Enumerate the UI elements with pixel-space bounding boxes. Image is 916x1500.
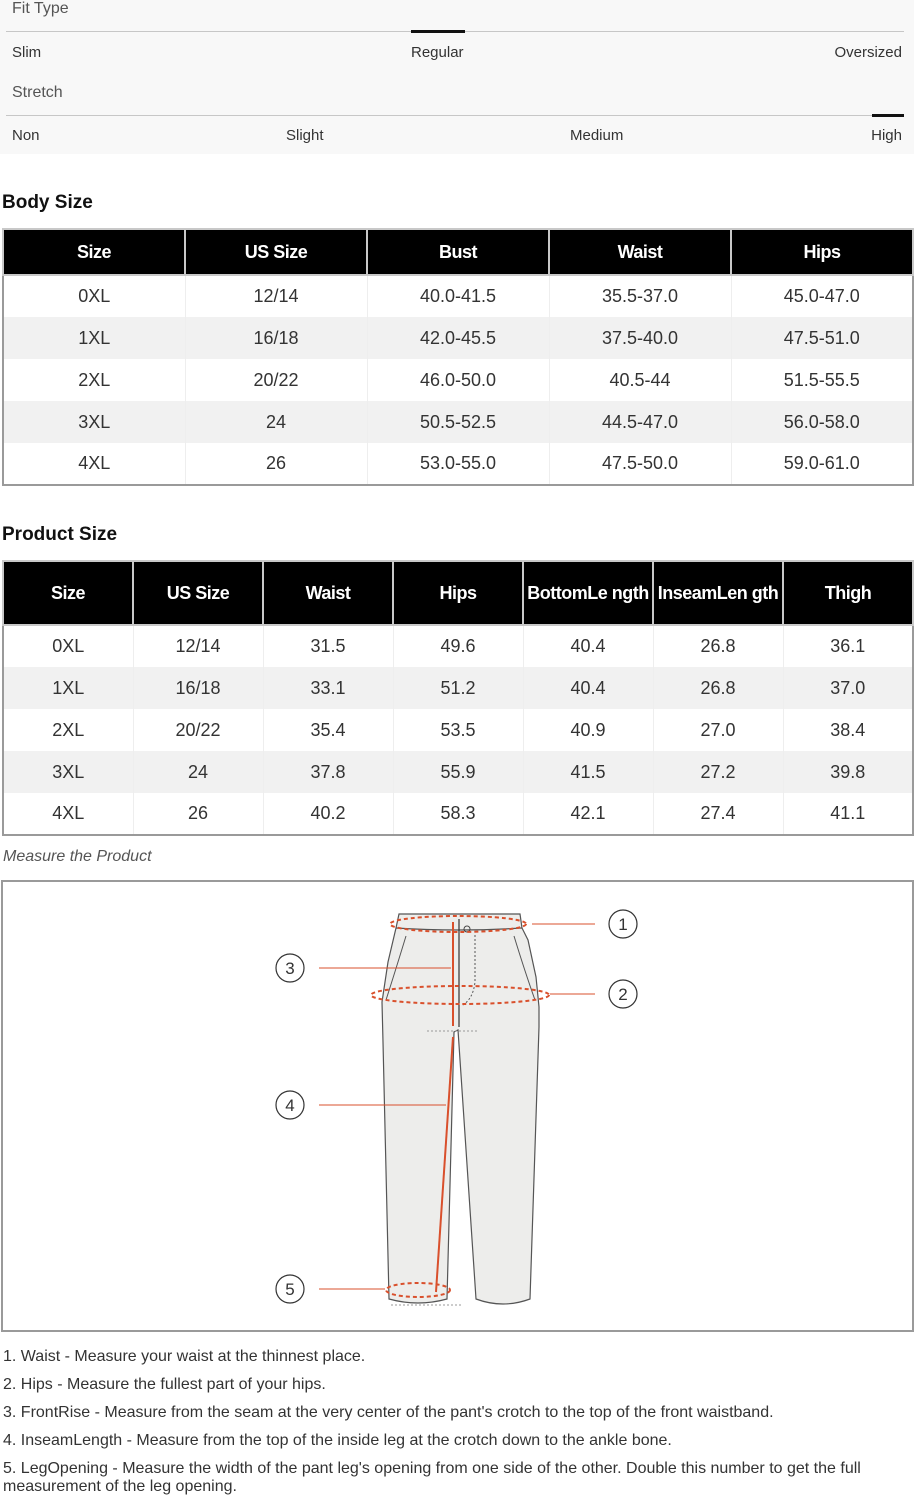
table-row <box>3 317 913 359</box>
column-header: Size <box>3 229 185 275</box>
column-header: Bust <box>367 229 549 275</box>
table-cell: 3XL <box>3 751 133 793</box>
fit-type-label: Fit Type <box>12 0 69 17</box>
column-header: InseamLen gth <box>653 561 783 625</box>
table-cell: 26.8 <box>653 625 783 667</box>
table-cell: 56.0-58.0 <box>731 401 913 443</box>
pants-outline <box>382 914 539 1304</box>
note-leg-opening: 5. LegOpening - Measure the width of the pant leg's opening from one side of the other. Double this number to get the full measurement of the leg opening. <box>3 1460 861 1495</box>
table-cell: 49.6 <box>393 625 523 667</box>
measure-diagram <box>1 880 914 1332</box>
stretch-track <box>6 115 904 116</box>
table-cell: 26 <box>133 793 263 835</box>
callout-2 <box>609 980 637 1008</box>
fit-option-regular: Regular <box>411 44 464 61</box>
product-size-title: Product Size <box>2 524 118 545</box>
svg-text:2: 2 <box>618 985 628 1004</box>
table-cell: 40.4 <box>523 667 653 709</box>
table-cell: 59.0-61.0 <box>731 443 913 485</box>
stretch-option-slight: Slight <box>286 127 324 144</box>
table-cell: 53.0-55.0 <box>367 443 549 485</box>
table-cell: 12/14 <box>133 625 263 667</box>
note-front-rise: 3. FrontRise - Measure from the seam at the very center of the pant's crotch to the top of the front waistband. <box>3 1404 774 1421</box>
column-header: US Size <box>133 561 263 625</box>
table-row <box>3 275 913 317</box>
table-cell: 20/22 <box>133 709 263 751</box>
table-cell: 55.9 <box>393 751 523 793</box>
table-cell: 16/18 <box>133 667 263 709</box>
stretch-option-high: High <box>871 127 902 144</box>
table-cell: 44.5-47.0 <box>549 401 731 443</box>
table-cell: 35.4 <box>263 709 393 751</box>
measure-notes <box>3 1348 903 1500</box>
note-inseam: 4. InseamLength - Measure from the top of the inside leg at the crotch down to the ankle bone. <box>3 1432 672 1449</box>
table-cell: 37.0 <box>783 667 913 709</box>
table-cell: 39.8 <box>783 751 913 793</box>
stretch-option-non: Non <box>12 127 40 144</box>
column-header: Hips <box>731 229 913 275</box>
table-row <box>3 443 913 485</box>
table-cell: 58.3 <box>393 793 523 835</box>
body-size-title: Body Size <box>2 192 93 213</box>
column-header: Size <box>3 561 133 625</box>
table-cell: 40.2 <box>263 793 393 835</box>
table-cell: 1XL <box>3 667 133 709</box>
callout-1 <box>609 910 637 938</box>
fit-type-marker <box>411 30 465 33</box>
table-cell: 26 <box>185 443 367 485</box>
table-cell: 47.5-50.0 <box>549 443 731 485</box>
table-row <box>3 359 913 401</box>
table-cell: 33.1 <box>263 667 393 709</box>
table-cell: 51.2 <box>393 667 523 709</box>
stretch-marker <box>872 114 904 117</box>
table-row <box>3 793 913 835</box>
table-cell: 27.4 <box>653 793 783 835</box>
fit-stretch-panel <box>0 0 914 154</box>
table-cell: 35.5-37.0 <box>549 275 731 317</box>
table-cell: 12/14 <box>185 275 367 317</box>
table-cell: 41.1 <box>783 793 913 835</box>
table-cell: 31.5 <box>263 625 393 667</box>
table-cell: 41.5 <box>523 751 653 793</box>
note-hips: 2. Hips - Measure the fullest part of your hips. <box>3 1376 326 1393</box>
table-cell: 37.8 <box>263 751 393 793</box>
table-cell: 1XL <box>3 317 185 359</box>
table-cell: 42.0-45.5 <box>367 317 549 359</box>
table-row <box>3 401 913 443</box>
table-cell: 2XL <box>3 359 185 401</box>
table-cell: 4XL <box>3 793 133 835</box>
callout-5 <box>276 1275 304 1303</box>
table-cell: 38.4 <box>783 709 913 751</box>
column-header: BottomLe ngth <box>523 561 653 625</box>
table-cell: 50.5-52.5 <box>367 401 549 443</box>
pants-illustration <box>3 882 914 1332</box>
table-cell: 37.5-40.0 <box>549 317 731 359</box>
table-cell: 0XL <box>3 625 133 667</box>
table-cell: 53.5 <box>393 709 523 751</box>
table-row <box>3 751 913 793</box>
table-cell: 27.0 <box>653 709 783 751</box>
table-cell: 27.2 <box>653 751 783 793</box>
note-waist: 1. Waist - Measure your waist at the thinnest place. <box>3 1348 366 1365</box>
svg-text:1: 1 <box>618 915 628 934</box>
table-cell: 45.0-47.0 <box>731 275 913 317</box>
table-cell: 0XL <box>3 275 185 317</box>
table-cell: 51.5-55.5 <box>731 359 913 401</box>
column-header: Waist <box>549 229 731 275</box>
column-header: Thigh <box>783 561 913 625</box>
table-cell: 16/18 <box>185 317 367 359</box>
table-cell: 40.4 <box>523 625 653 667</box>
stretch-option-medium: Medium <box>570 127 624 144</box>
table-cell: 40.5-44 <box>549 359 731 401</box>
table-cell: 40.0-41.5 <box>367 275 549 317</box>
table-cell: 24 <box>133 751 263 793</box>
product-size-table <box>2 560 914 836</box>
table-cell: 40.9 <box>523 709 653 751</box>
table-cell: 2XL <box>3 709 133 751</box>
svg-text:5: 5 <box>285 1280 295 1299</box>
column-header: Hips <box>393 561 523 625</box>
svg-text:3: 3 <box>285 959 295 978</box>
fit-option-oversized: Oversized <box>834 44 902 61</box>
table-row <box>3 625 913 667</box>
table-row <box>3 709 913 751</box>
table-cell: 3XL <box>3 401 185 443</box>
callout-4 <box>276 1091 304 1119</box>
measure-caption: Measure the Product <box>3 848 152 865</box>
table-cell: 42.1 <box>523 793 653 835</box>
table-cell: 47.5-51.0 <box>731 317 913 359</box>
table-cell: 46.0-50.0 <box>367 359 549 401</box>
column-header: US Size <box>185 229 367 275</box>
column-header: Waist <box>263 561 393 625</box>
body-size-table <box>2 228 914 486</box>
table-cell: 36.1 <box>783 625 913 667</box>
table-cell: 20/22 <box>185 359 367 401</box>
callout-3 <box>276 954 304 982</box>
table-cell: 24 <box>185 401 367 443</box>
svg-text:4: 4 <box>285 1096 295 1115</box>
table-cell: 26.8 <box>653 667 783 709</box>
stretch-label: Stretch <box>12 84 63 101</box>
table-cell: 4XL <box>3 443 185 485</box>
table-row <box>3 667 913 709</box>
fit-option-slim: Slim <box>12 44 42 61</box>
